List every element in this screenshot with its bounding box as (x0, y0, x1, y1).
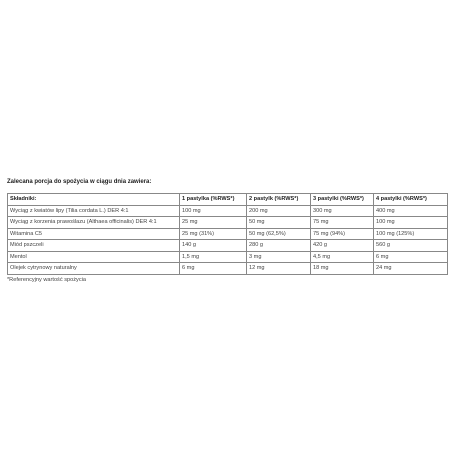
table-cell: 12 mg (247, 263, 311, 275)
table-cell: 75 mg (94%) (311, 228, 374, 240)
footnote: *Referencyjny wartość spożycia (7, 276, 86, 283)
table-cell: 6 mg (180, 263, 247, 275)
table-header-row (8, 194, 448, 206)
table-cell: 300 mg (311, 205, 374, 217)
table-cell: 75 mg (311, 217, 374, 229)
table-cell: 420 g (311, 240, 374, 252)
table-cell: 25 mg (180, 217, 247, 229)
column-header-ingredients: Składniki: (8, 194, 180, 206)
column-header-4-lozenges: 4 pastylki (%RWS*) (374, 194, 448, 206)
table-cell: 1,5 mg (180, 251, 247, 263)
table-cell: 200 mg (247, 205, 311, 217)
table-cell: 280 g (247, 240, 311, 252)
table-cell: 25 mg (31%) (180, 228, 247, 240)
table-cell: 400 mg (374, 205, 448, 217)
column-header-2-lozenges: 2 pastylk (%RWS*) (247, 194, 311, 206)
section-heading: Zalecana porcja do spożycia w ciągu dnia zawiera: (7, 179, 152, 185)
ingredients-table (7, 193, 448, 275)
table-cell: 4,5 mg (311, 251, 374, 263)
table-cell: 18 mg (311, 263, 374, 275)
table-cell: Mentol (8, 251, 180, 263)
table-cell: Miód pszczeli (8, 240, 180, 252)
table-row (8, 205, 448, 217)
table-cell: Wyciąg z korzenia prawoślazu (Althaea officinalis) DER 4:1 (8, 217, 180, 229)
table-cell: 3 mg (247, 251, 311, 263)
table-cell: 50 mg (247, 217, 311, 229)
table-cell: 50 mg (62,5%) (247, 228, 311, 240)
table-cell: Wyciąg z kwiatów lipy (Tilia cordata L.) DER 4:1 (8, 205, 180, 217)
table-cell: Witamina C5 (8, 228, 180, 240)
table-cell: 140 g (180, 240, 247, 252)
table-cell: 24 mg (374, 263, 448, 275)
table-cell: 100 mg (374, 217, 448, 229)
table-cell: Olejek cytrynowy naturalny (8, 263, 180, 275)
table-cell: 6 mg (374, 251, 448, 263)
table-row (8, 240, 448, 252)
table-cell: 560 g (374, 240, 448, 252)
table-cell: 100 mg (180, 205, 247, 217)
table-cell: 100 mg (125%) (374, 228, 448, 240)
column-header-1-lozenge: 1 pastylka (%RWS*) (180, 194, 247, 206)
table-row (8, 251, 448, 263)
table-row (8, 263, 448, 275)
column-header-3-lozenges: 3 pastylki (%RWS*) (311, 194, 374, 206)
table-row (8, 217, 448, 229)
table-row (8, 228, 448, 240)
nutrition-section (7, 179, 447, 283)
